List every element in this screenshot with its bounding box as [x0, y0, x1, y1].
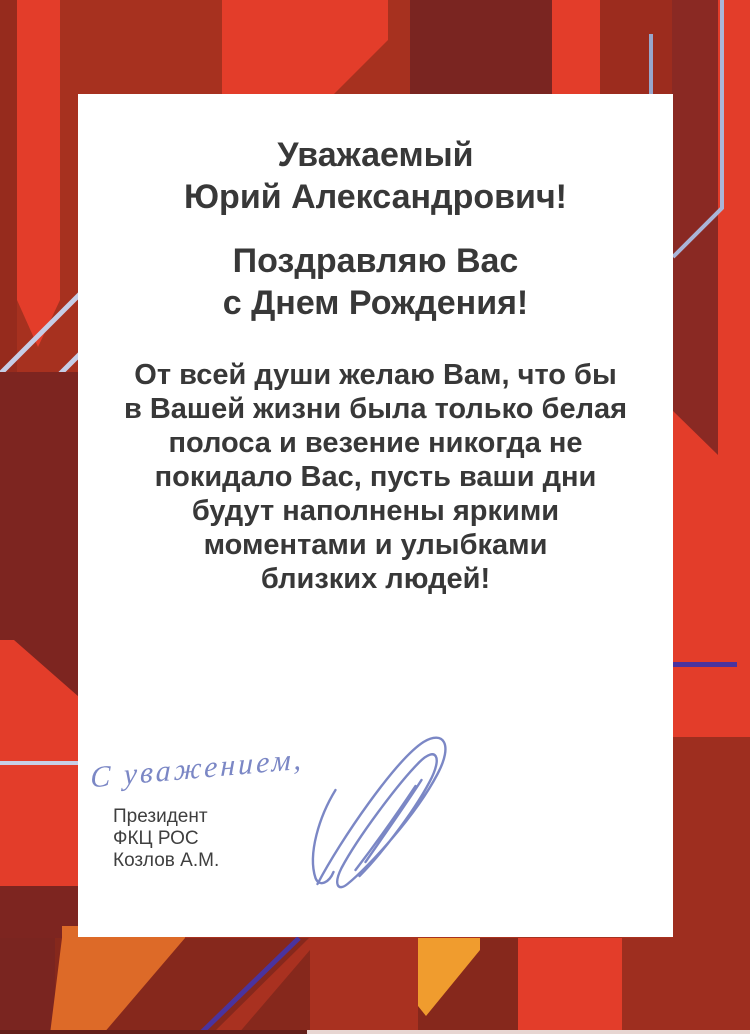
accent-lavender-horizontal	[0, 761, 79, 765]
body-line: будут наполнены яркими	[191, 495, 560, 527]
bg-bottom-right-block	[622, 938, 750, 1034]
greeting-line-2: с Днем Рождения!	[222, 284, 529, 322]
bg-top-dark-stripe	[600, 0, 672, 94]
bg-bottom-dark-sliver	[0, 1030, 307, 1034]
body-line: в Вашей жизни была только белая	[123, 393, 628, 425]
handwritten-closing: С уважением,	[90, 742, 305, 795]
body-line: моментами и улыбками	[203, 529, 548, 561]
signer-name: Козлов А.М.	[113, 850, 220, 871]
body-line: покидало Вас, пусть ваши дни	[154, 461, 597, 493]
signer-organization: ФКЦ РОС	[113, 828, 199, 849]
greeting-heading	[78, 240, 673, 324]
signer-block	[113, 806, 219, 872]
letter-card	[78, 94, 673, 937]
bg-top-maroon-block	[410, 0, 552, 94]
bg-left-edge-strip	[0, 0, 17, 380]
bg-right-maroon-block	[672, 0, 718, 455]
salutation-line-2: Юрий Александрович!	[183, 178, 567, 216]
autograph-inner-strokes	[356, 780, 422, 870]
salutation-line-1: Уважаемый	[277, 136, 474, 174]
bg-bottom-pink-sliver	[307, 1030, 750, 1034]
autograph-loop	[318, 738, 446, 887]
body-line: полоса и везение никогда не	[168, 427, 583, 459]
signature-autograph	[293, 732, 468, 897]
accent-indigo-line-right	[673, 662, 737, 667]
signer-title: Президент	[113, 806, 208, 827]
bg-top-bright-stripe	[552, 0, 600, 94]
salutation	[78, 134, 673, 218]
greeting-line-1: Поздравляю Вас	[232, 242, 519, 280]
body-line: От всей души желаю Вам, что бы	[134, 359, 617, 391]
bg-right-dark-block	[672, 737, 750, 938]
body-text	[78, 358, 673, 596]
body-line: близких людей!	[260, 563, 491, 595]
bg-left-bright-stripe	[17, 0, 60, 347]
bg-bottom-left-dark	[0, 938, 55, 1034]
accent-blue-line-top	[649, 34, 653, 94]
bg-bottom-bright-block	[518, 938, 622, 1034]
